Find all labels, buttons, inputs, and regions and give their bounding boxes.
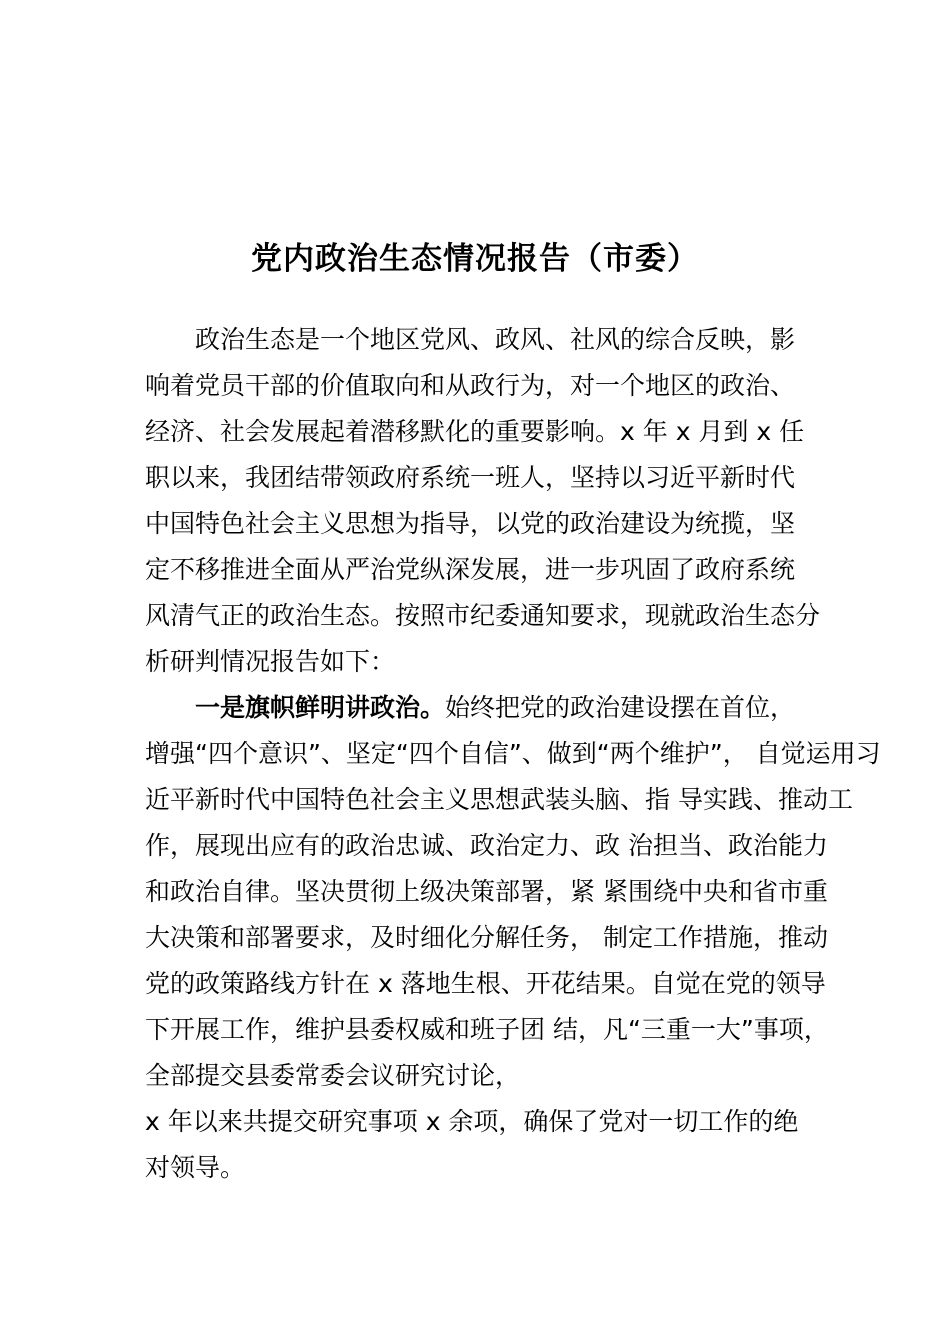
text-line: 中国特色社会主义思想为指导，以党的政治建设为统揽，坚	[145, 509, 796, 538]
text-line: 风清气正的政治生态。按照市纪委通知要求，现就政治生态分	[145, 601, 821, 630]
text-line: 经济、社会发展起着潜移默化的重要影响。x 年 x 月到 x 任	[145, 417, 805, 446]
paragraph-lead-rest: 始终把党的政治建设摆在首位，	[445, 693, 796, 722]
text-line: 和政治自律。坚决贯彻上级决策部署，紧 紧围绕中央和省市重	[145, 877, 828, 906]
document-title: 党内政治生态情况报告（市委）	[251, 241, 699, 277]
text-line: 职以来，我团结带领政府系统一班人，坚持以习近平新时代	[145, 463, 796, 492]
text-line: 大决策和部署要求，及时细化分解任务， 制定工作措施，推动	[145, 923, 828, 952]
text-line: 增强“四个意识”、坚定“四个自信”、做到“两个维护”， 自觉运用习	[145, 739, 881, 768]
text-line: 党的政策路线方针在 x 落地生根、开花结果。自觉在党的领导	[145, 969, 826, 998]
text-line: 下开展工作，维护县委权威和班子团 结，凡“三重一大”事项，	[145, 1015, 829, 1044]
text-line: 响着党员干部的价值取向和从政行为，对一个地区的政治、	[145, 371, 796, 400]
text-line-first	[145, 685, 845, 731]
text-line: 近平新时代中国特色社会主义思想武装头脑、指 导实践、推动工	[145, 785, 853, 814]
text-line: 全部提交县委常委会议研究讨论，	[145, 1061, 521, 1090]
paragraph-intro	[145, 317, 845, 685]
text-line: 对领导。	[145, 1153, 246, 1182]
document-body	[145, 317, 881, 1191]
text-line: 析研判情况报告如下：	[145, 647, 396, 676]
paragraph-politics	[145, 685, 881, 1191]
text-line: 政治生态是一个地区党风、政风、社风的综合反映，影	[195, 325, 796, 354]
paragraph-lead-heading: 一是旗帜鲜明讲政治。	[195, 693, 446, 722]
text-line: 定不移推进全面从严治党纵深发展，进一步巩固了政府系统	[145, 555, 796, 584]
text-line: 作，展现出应有的政治忠诚、政治定力、政 治担当、政治能力	[145, 831, 828, 860]
text-line: x 年以来共提交研究事项 x 余项，确保了党对一切工作的绝	[145, 1107, 799, 1136]
